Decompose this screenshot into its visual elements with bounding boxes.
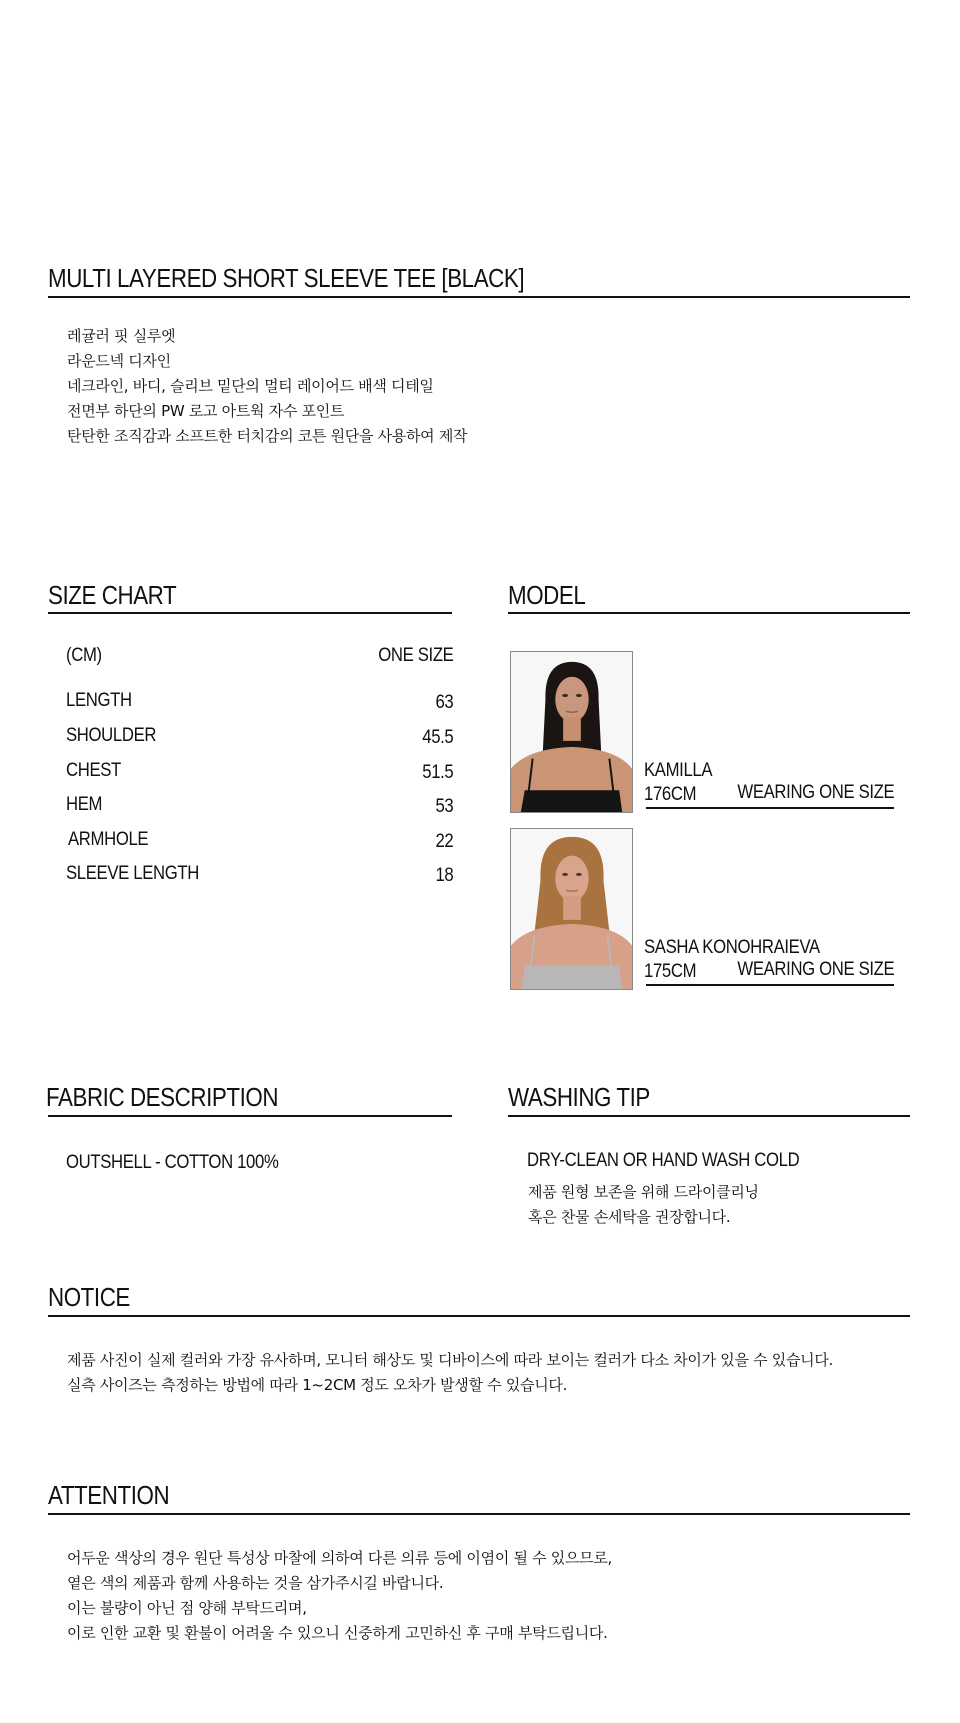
model-name: SASHA KONOHRAIEVA <box>644 937 820 958</box>
size-row-label: CHEST <box>66 760 121 781</box>
size-row-label: ARMHOLE <box>68 829 149 850</box>
attention-line: 어두운 색상의 경우 원단 특성상 마찰에 의하여 다른 의류 등에 이염이 될 수 있으므로, <box>67 1549 613 1567</box>
size-row-label: SLEEVE LENGTH <box>66 863 199 884</box>
size-row-label: LENGTH <box>66 690 132 711</box>
product-title: MULTI LAYERED SHORT SLEEVE TEE [BLACK] <box>48 263 525 293</box>
washing-line: 혹은 찬물 손세탁을 권장합니다. <box>528 1208 731 1226</box>
model-heading: MODEL <box>508 580 586 610</box>
size-row-value: 51.5 <box>421 762 453 783</box>
size-row-label: HEM <box>66 794 103 815</box>
notice-divider <box>48 1315 910 1317</box>
fabric-text: OUTSHELL - COTTON 100% <box>66 1152 279 1173</box>
feature-item: 네크라인, 바디, 슬리브 밑단의 멀티 레이어드 배색 디테일 <box>67 377 434 395</box>
size-chart-heading: SIZE CHART <box>48 580 177 610</box>
model-photo-kamilla <box>510 651 633 813</box>
attention-line: 이는 불량이 아닌 점 양해 부탁드리며, <box>67 1599 307 1617</box>
unit-label: (CM) <box>66 645 102 666</box>
feature-item: 탄탄한 조직감과 소프트한 터치감의 코튼 원단을 사용하여 제작 <box>67 427 468 445</box>
washing-divider <box>508 1115 910 1117</box>
fabric-divider <box>48 1115 452 1117</box>
model-divider-sasha <box>646 984 894 986</box>
attention-line: 옅은 색의 제품과 함께 사용하는 것을 삼가주시길 바랍니다. <box>67 1574 444 1592</box>
size-row-value: 53 <box>435 796 453 817</box>
attention-heading: ATTENTION <box>48 1480 170 1510</box>
size-chart-divider <box>48 612 452 614</box>
notice-heading: NOTICE <box>48 1282 130 1312</box>
model-wearing: WEARING ONE SIZE <box>737 782 894 803</box>
size-row-label: SHOULDER <box>66 725 157 746</box>
size-row-value: 18 <box>435 865 453 886</box>
notice-line: 실측 사이즈는 측정하는 방법에 따라 1~2CM 정도 오차가 발생할 수 있습니다. <box>67 1376 568 1394</box>
attention-divider <box>48 1513 910 1515</box>
washing-line: 제품 원형 보존을 위해 드라이클리닝 <box>528 1183 759 1201</box>
size-row-value: 63 <box>435 692 453 713</box>
size-row-value: 45.5 <box>421 727 453 748</box>
attention-line: 이로 인한 교환 및 환불이 어려울 수 있으니 신중하게 고민하신 후 구매 부탁드립니다. <box>67 1624 608 1642</box>
title-divider <box>48 296 910 298</box>
model-divider-kamilla <box>646 807 894 809</box>
washing-heading: WASHING TIP <box>508 1082 650 1112</box>
model-divider <box>508 612 910 614</box>
washing-title: DRY-CLEAN OR HAND WASH COLD <box>527 1150 800 1171</box>
size-label: ONE SIZE <box>377 645 453 666</box>
feature-item: 레귤러 핏 실루엣 <box>67 327 176 345</box>
notice-line: 제품 사진이 실제 컬러와 가장 유사하며, 모니터 해상도 및 디바이스에 따라 보이는 컬러가 다소 차이가 있을 수 있습니다. <box>67 1351 834 1369</box>
model-wearing: WEARING ONE SIZE <box>737 959 894 980</box>
fabric-heading: FABRIC DESCRIPTION <box>46 1082 279 1112</box>
size-row-value: 22 <box>435 831 453 852</box>
model-photo-sasha <box>510 828 633 990</box>
model-height: 176CM <box>644 784 697 805</box>
model-name: KAMILLA <box>644 760 713 781</box>
model-height: 175CM <box>644 961 697 982</box>
feature-item: 라운드넥 디자인 <box>67 352 171 370</box>
feature-item: 전면부 하단의 PW 로고 아트웍 자수 포인트 <box>67 402 345 420</box>
